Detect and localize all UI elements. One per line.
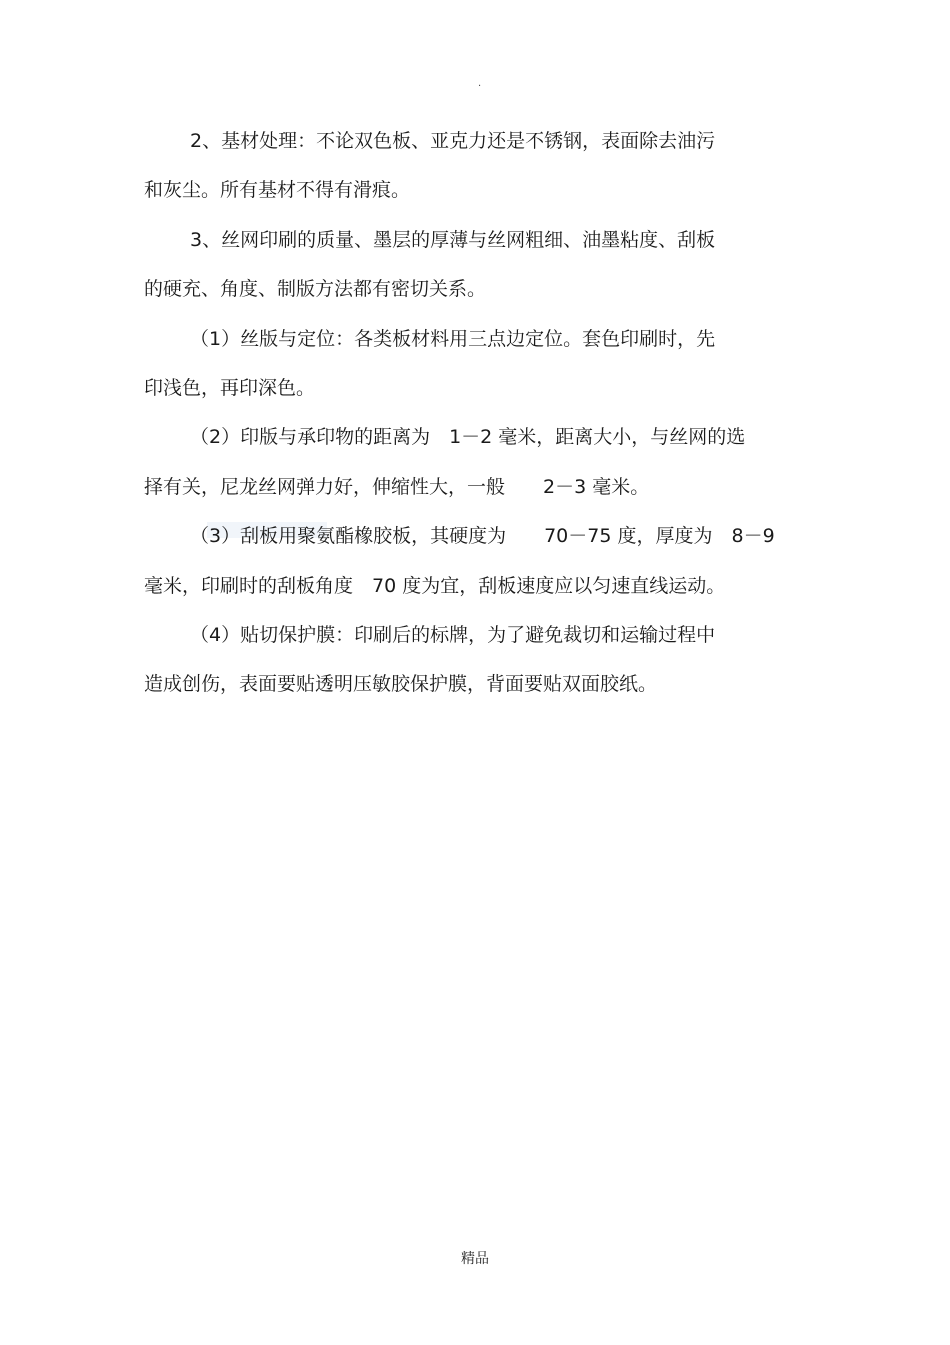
paragraph-line: 3、丝网印刷的质量、墨层的厚薄与丝网粗细、油墨粘度、刮板 xyxy=(190,228,716,251)
paragraph-line: 印浅色，再印深色。 xyxy=(144,376,316,399)
paragraph-line: 造成创伤，表面要贴透明压敏胶保护膜，背面要贴双面胶纸。 xyxy=(144,673,658,696)
header-dot: . xyxy=(478,78,482,89)
paragraph-line: 2、基材处理：不论双色板、亚克力还是不锈钢，表面除去油污 xyxy=(190,130,716,152)
paragraph-line: （2）印版与承印物的距离为 1－2 毫米，距离大小，与丝网的选 xyxy=(190,426,746,449)
paragraph-line: 和灰尘。所有基材不得有滑痕。 xyxy=(144,179,411,202)
paragraph-line: 择有关，尼龙丝网弹力好，伸缩性大，一般 2－3 毫米。 xyxy=(144,475,650,498)
paragraph-line: 毫米，印刷时的刮板角度 70 度为宜，刮板速度应以匀速直线运动。 xyxy=(144,574,726,597)
footer-label: 精品 xyxy=(461,1251,489,1267)
document-body xyxy=(144,126,834,719)
paragraph-line: 的硬充、角度、制版方法都有密切关系。 xyxy=(144,278,487,301)
paragraph-line: （1）丝版与定位：各类板材料用三点边定位。套色印刷时，先 xyxy=(190,327,716,350)
paragraph-line: （4）贴切保护膜：印刷后的标牌，为了避免裁切和运输过程中 xyxy=(190,623,716,646)
paragraph-line: （3）刮板用聚氨酯橡胶板，其硬度为 70－75 度，厚度为 8－9 xyxy=(190,525,775,548)
